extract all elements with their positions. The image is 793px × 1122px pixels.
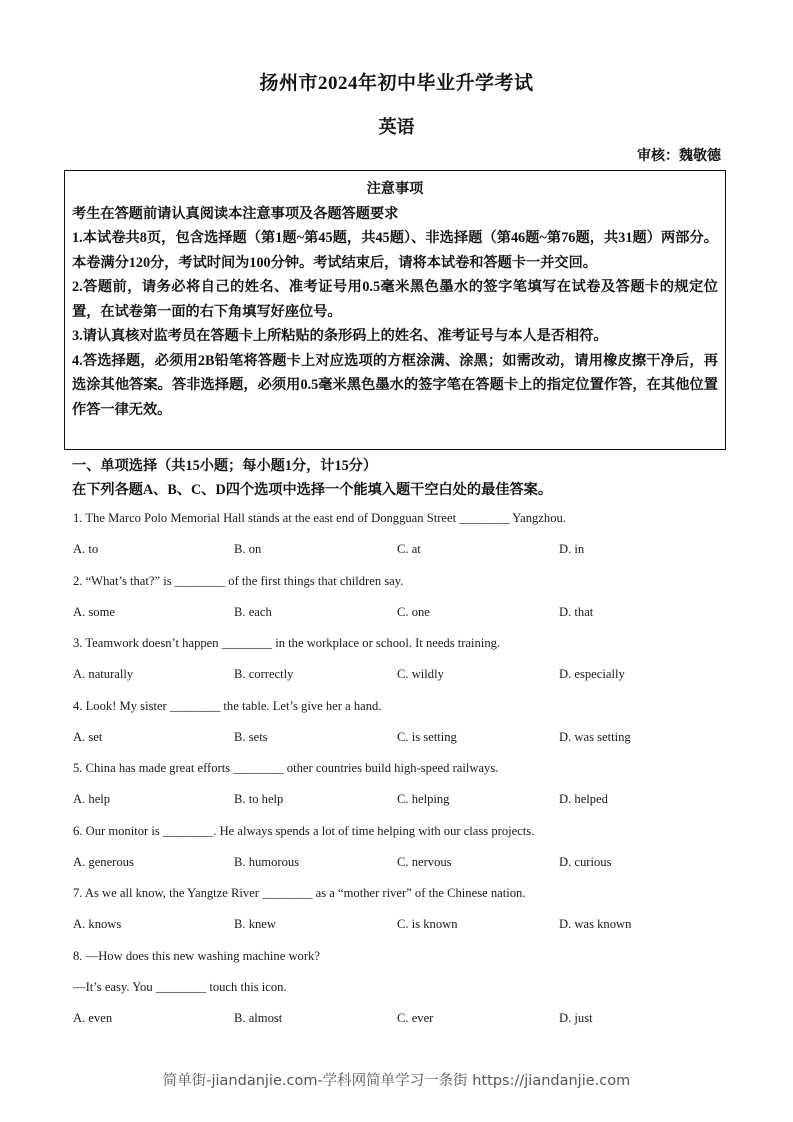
section-header <box>72 454 732 502</box>
footer-watermark: 简单街-jiandanjie.com-学科网简单学习一条街 https://jiandanjie.com <box>162 1073 631 1089</box>
section-heading: 一、单项选择（共15小题；每小题1分，计15分） <box>72 458 378 474</box>
question-stem-reply: —It’s easy. You ________ touch this icon. <box>73 979 287 994</box>
section-instruction: 在下列各题A、B、C、D四个选项中选择一个能填入题干空白处的最佳答案。 <box>72 482 553 498</box>
question-stem: 8. —How does this new washing machine work? <box>73 948 320 963</box>
exam-title: 扬州市2024年初中毕业升学考试 <box>259 73 534 94</box>
notice-item-3: 3.请认真核对监考员在答题卡上所粘贴的条形码上的姓名、准考证号与本人是否相符。 <box>72 328 608 344</box>
option-c: C. helping <box>397 792 450 806</box>
option-c: C. is setting <box>397 729 457 744</box>
option-b: B. correctly <box>234 667 294 681</box>
option-c: C. ever <box>397 1010 434 1025</box>
option-c: C. wildly <box>397 667 444 681</box>
question-stem: 4. Look! My sister ________ the table. Let’s give her a hand. <box>73 698 382 713</box>
option-b: B. humorous <box>234 854 300 869</box>
option-b: B. sets <box>234 729 268 744</box>
option-b: B. knew <box>234 917 276 931</box>
question-options <box>73 1007 733 1039</box>
option-d: D. was known <box>559 917 632 931</box>
option-a: A. some <box>73 604 115 619</box>
question-options <box>73 663 733 695</box>
question-options <box>73 788 733 820</box>
option-a: A. set <box>73 729 103 744</box>
option-a: A. help <box>73 792 111 806</box>
question-options <box>73 851 733 883</box>
option-d: D. was setting <box>559 729 631 744</box>
option-a: A. generous <box>73 854 134 869</box>
notice-item-2: 2.答题前，请务必将自己的姓名、准考证号用0.5毫米黑色墨水的签字笔填写在试卷及答题卡的规定位置，在试卷第一面的右下角填写好座位号。 <box>72 279 718 320</box>
option-a: A. even <box>73 1010 113 1025</box>
option-b: B. almost <box>234 1010 283 1025</box>
question-options <box>73 726 733 758</box>
question-stem: 1. The Marco Polo Memorial Hall stands at the east end of Dongguan Street ________ Yangzhou. <box>73 511 566 525</box>
question-options <box>73 538 733 570</box>
reviewer-credit: 审核：魏敬德 <box>637 149 721 164</box>
option-a: A. to <box>73 542 99 556</box>
option-c: C. at <box>397 542 421 556</box>
option-b: B. to help <box>234 792 284 806</box>
question-stem: 2. “What’s that?” is ________ of the first things that children say. <box>73 573 404 588</box>
option-d: D. just <box>559 1010 593 1025</box>
option-c: C. nervous <box>397 854 452 869</box>
question-stem: 5. China has made great efforts ________ other countries build high-speed railways. <box>73 761 499 775</box>
notice-box <box>64 170 726 450</box>
question-stem: 6. Our monitor is ________. He always spends a lot of time helping with our class projects. <box>73 823 535 838</box>
question-list <box>73 507 733 1038</box>
option-d: D. helped <box>559 792 608 806</box>
option-a: A. naturally <box>73 667 134 681</box>
question-stem: 3. Teamwork doesn’t happen ________ in the workplace or school. It needs training. <box>73 636 501 650</box>
option-c: C. is known <box>397 917 458 931</box>
notice-intro: 考生在答题前请认真阅读本注意事项及各题答题要求 <box>72 205 399 222</box>
notice-item-4: 4.答选择题，必须用2B铅笔将答题卡上对应选项的方框涂满、涂黑；如需改动，请用橡皮擦干净后，再选涂其他答案。答非选择题，必须用0.5毫米黑色墨水的签字笔在答题卡上的指定位置作答，在其他位置作答一律无效。 <box>72 352 718 418</box>
option-d: D. especially <box>559 667 625 681</box>
option-d: D. that <box>559 604 594 619</box>
option-b: B. on <box>234 542 262 556</box>
option-d: D. curious <box>559 854 612 869</box>
notice-item-1: 1.本试卷共8页，包含选择题（第1题~第45题，共45题）、非选择题（第46题~第76题，共31题）两部分。本卷满分120分，考试时间为100分钟。考试结束后，请将本试卷和答题卡一并交回。 <box>72 230 718 271</box>
option-b: B. each <box>234 604 272 619</box>
option-d: D. in <box>559 542 585 556</box>
option-a: A. knows <box>73 917 122 931</box>
option-c: C. one <box>397 604 430 619</box>
exam-subject: 英语 <box>378 117 415 137</box>
question-stem: 7. As we all know, the Yangtze River ________ as a “mother river” of the Chinese nation. <box>73 886 526 900</box>
question-options <box>73 913 733 945</box>
question-options <box>73 601 733 633</box>
notice-title: 注意事项 <box>366 181 424 197</box>
